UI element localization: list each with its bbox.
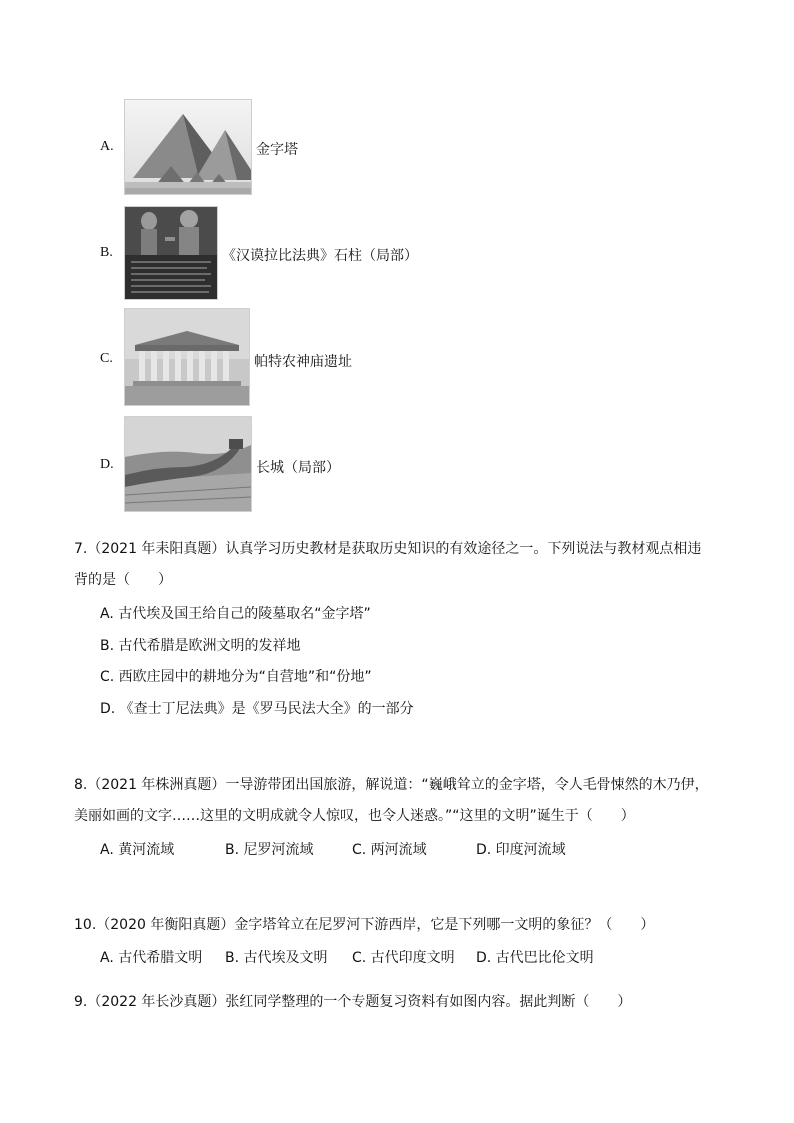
hammurabi-stele-photo [124,206,218,300]
parthenon-photo [124,308,250,406]
option-d-letter: D. [100,457,114,472]
q8-option-a: A. 黄河流域 [100,842,175,858]
option-b-letter: B. [100,245,113,260]
q9-stem-line1: 9.（2022 年长沙真题）张红同学整理的一个专题复习资料有如图内容。据此判断（ ） [74,994,632,1010]
q7-option-b: B. 古代希腊是欧洲文明的发祥地 [100,638,301,654]
q10-option-b: B. 古代埃及文明 [225,950,328,966]
q7-option-d: D. 《查士丁尼法典》是《罗马民法大全》的一部分 [100,701,414,717]
option-a-letter: A. [100,139,114,154]
pyramid-photo [124,99,252,195]
q7-stem-line2: 背的是（ ） [74,572,172,588]
q8-option-b: B. 尼罗河流域 [225,842,314,858]
option-b-caption: 《汉谟拉比法典》石柱（局部） [222,248,418,264]
q8-option-c: C. 两河流域 [352,842,427,858]
q10-option-c: C. 古代印度文明 [352,950,455,966]
option-c-letter: C. [100,351,113,366]
q7-option-a: A. 古代埃及国王给自己的陵墓取名“金字塔” [100,606,371,622]
q8-option-d: D. 印度河流域 [476,842,566,858]
option-c-caption: 帕特农神庙遗址 [254,354,352,370]
q10-stem-line1: 10.（2020 年衡阳真题）金字塔耸立在尼罗河下游西岸，它是下列哪一文明的象征？（ ） [74,917,655,933]
q10-option-a: A. 古代希腊文明 [100,950,203,966]
q7-stem-line1: 7.（2021 年耒阳真题）认真学习历史教材是获取历史知识的有效途径之一。下列说法与教材观点相违 [74,541,702,557]
option-a-caption: 金字塔 [256,142,298,158]
great-wall-photo [124,416,252,512]
q8-stem-line2: 美丽如画的文字……这里的文明成就令人惊叹，也令人迷惑。”“这里的文明”诞生于（ ） [74,808,635,824]
q10-option-d: D. 古代巴比伦文明 [476,950,594,966]
q8-stem-line1: 8.（2021 年株洲真题）一导游带团出国旅游，解说道：“巍峨耸立的金字塔，令人毛骨悚然的木乃伊， [74,777,709,793]
option-d-caption: 长城（局部） [256,460,340,476]
q7-option-c: C. 西欧庄园中的耕地分为“自营地”和“份地” [100,669,372,685]
